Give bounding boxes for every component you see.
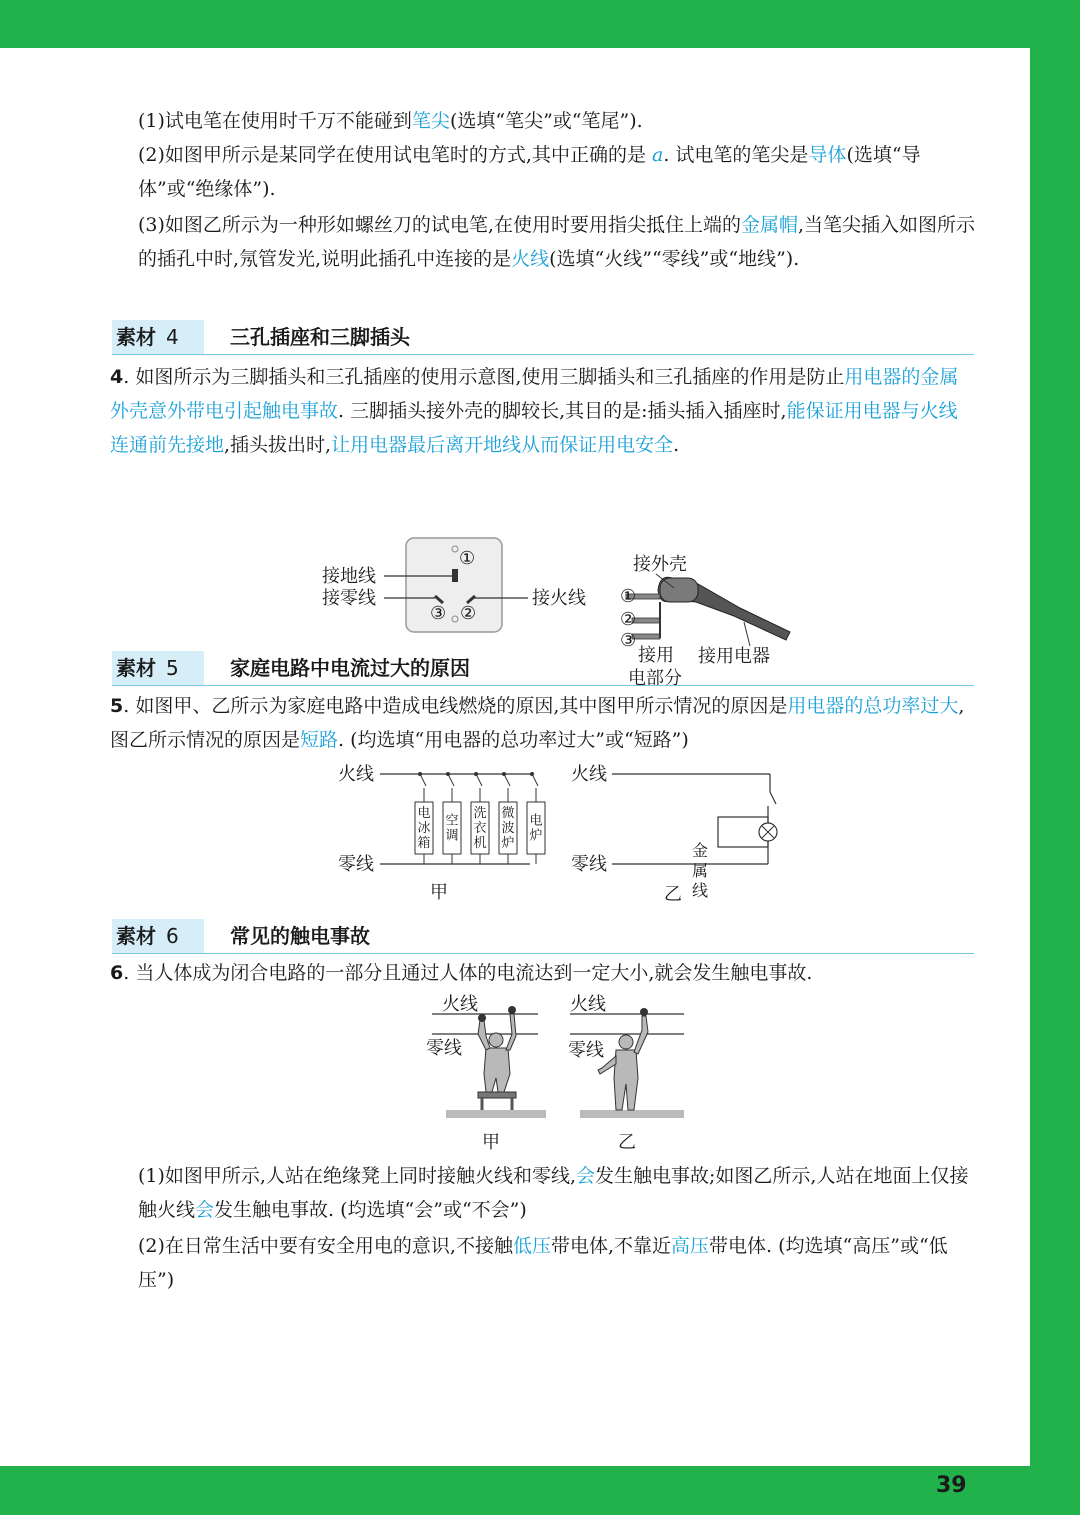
answer: 短路 [300,729,339,751]
appliance-label: 空调 [445,813,459,844]
question-4: 4. 如图所示为三脚插头和三孔插座的使用示意图,使用三脚插头和三孔插座的作用是防止用电器的金属外壳意外带电引起触电事故. 三脚插头接外壳的脚较长,其目的是:插头插入插座时,能保证用电器与火线连通前先接地,插头拔出时,让用电器最后离开地线从而保证用电安全. [110,366,959,456]
label-to-electrical-part: 接用 [638,645,674,666]
figure-label-a: 甲 [482,1132,500,1153]
q3-part-3: (3)如图乙所示为一种形如螺丝刀的试电笔,在使用时要用指尖抵住上端的金属帽,当笔尖插入如图所示的插孔中时,氖管发光,说明此插孔中连接的是火线(选填“火线”“零线”或“地线”). [138,214,976,270]
neutral-label-b: 零线 [571,854,607,875]
q6-part-1: (1)如图甲所示,人站在绝缘凳上同时接触火线和零线,会发生触电事故;如图乙所示,人站在地面上仅接触火线会发生触电事故. (均选填“会”或“不会”) [138,1165,969,1221]
answer: 用电器的金属外壳意外带电引起触电事故 [110,366,959,422]
switch [448,774,454,786]
metal-wire-label: 金属线 [692,841,709,900]
answer: 让用电器最后离开地线从而保证用电安全 [331,434,674,456]
label-ground-wire: 接地线 [322,566,376,587]
q3-part-2: (2)如图甲所示是某同学在使用试电笔时的方式,其中正确的是 a. 试电笔的笔尖是导体(选填“导体”或“绝缘体”). [138,144,921,200]
junction-dot [474,772,478,776]
question-6: 6. 当人体成为闭合电路的一部分且通过人体的电流达到一定大小,就会发生触电事故. [110,962,813,984]
q6-part-2: (2)在日常生活中要有安全用电的意识,不接触低压带电体,不靠近高压带电体. (均选填“高压”或“低压”) [138,1235,948,1291]
overload-circuit [380,772,545,864]
person-on-stool [478,1014,516,1110]
label-neutral-wire: 接零线 [322,588,376,609]
label-live-wire: 接火线 [532,588,586,609]
three-pin-plug [626,577,790,640]
appliance-label: 微波炉 [501,806,515,851]
socket-mark-3: ③ [430,603,447,624]
switch [476,774,482,786]
junction-dot [502,772,506,776]
socket-plug-figure [300,498,820,648]
answer: 火线 [511,248,550,270]
live-label-b: 火线 [571,764,607,785]
socket-mark-2: ② [460,603,477,624]
label-to-appliance: 接用电器 [698,646,770,667]
section-tag: 素材 6 [112,919,204,953]
label-shell: 接外壳 [633,554,687,575]
section-header-5 [112,651,974,686]
plug-mark-1: ① [620,586,637,607]
appliance-label: 电冰箱 [417,806,431,851]
figure-label-a: 甲 [430,882,448,903]
label-to-electrical-part-2: 电部分 [628,668,682,689]
neutral-label-a: 零线 [426,1038,462,1059]
live-label-a: 火线 [442,994,478,1015]
junction-dot [418,772,422,776]
circuit-figure [330,760,790,910]
answer: 能保证用电器与火线连通前先接地 [110,400,958,456]
q3-part-1: (1)试电笔在使用时千万不能碰到笔尖(选填“笔尖”或“笔尾”). [138,110,643,132]
person-on-ground [598,1016,648,1110]
answer: 金属帽 [740,214,798,236]
section-title: 家庭电路中电流过大的原因 [230,656,470,680]
answer: 高压 [671,1235,710,1257]
live-label: 火线 [338,764,374,785]
shock-figure [420,994,700,1159]
neutral-label-b: 零线 [568,1040,604,1061]
answer: 低压 [512,1235,551,1257]
answer: 会 [195,1199,215,1221]
question-5: 5. 如图甲、乙所示为家庭电路中造成电线燃烧的原因,其中图甲所示情况的原因是用电器的总功率过大,图乙所示情况的原因是短路. (均选填“用电器的总功率过大”或“短路”) [110,695,965,751]
junction-dot [446,772,450,776]
section-title: 常见的触电事故 [230,924,370,948]
answer: 会 [576,1165,596,1187]
switch [532,774,538,786]
section-header-4 [112,320,974,355]
section-tag: 素材 5 [112,651,204,685]
three-hole-socket [406,538,502,632]
section-tag: 素材 4 [112,320,204,354]
junction-dot [530,772,534,776]
appliance-label: 洗衣机 [473,806,487,851]
page-number: 39 [936,1473,967,1498]
appliance-label: 电炉 [529,813,543,844]
answer: 笔尖 [411,110,450,132]
section-header-6 [112,919,974,954]
answer: a [652,144,664,166]
figure-label-b: 乙 [618,1132,636,1153]
neutral-label: 零线 [338,854,374,875]
switch [504,774,510,786]
socket-mark-1: ① [459,548,476,569]
section-title: 三孔插座和三脚插头 [230,325,410,349]
live-label-b: 火线 [570,994,606,1015]
figure-label-b: 乙 [664,884,682,905]
switch [420,774,426,786]
answer: 用电器的总功率过大 [787,695,959,717]
plug-mark-2: ② [620,609,637,630]
page [0,48,1030,1498]
plug-mark-3: ③ [620,630,637,648]
answer: 导体 [808,144,847,166]
